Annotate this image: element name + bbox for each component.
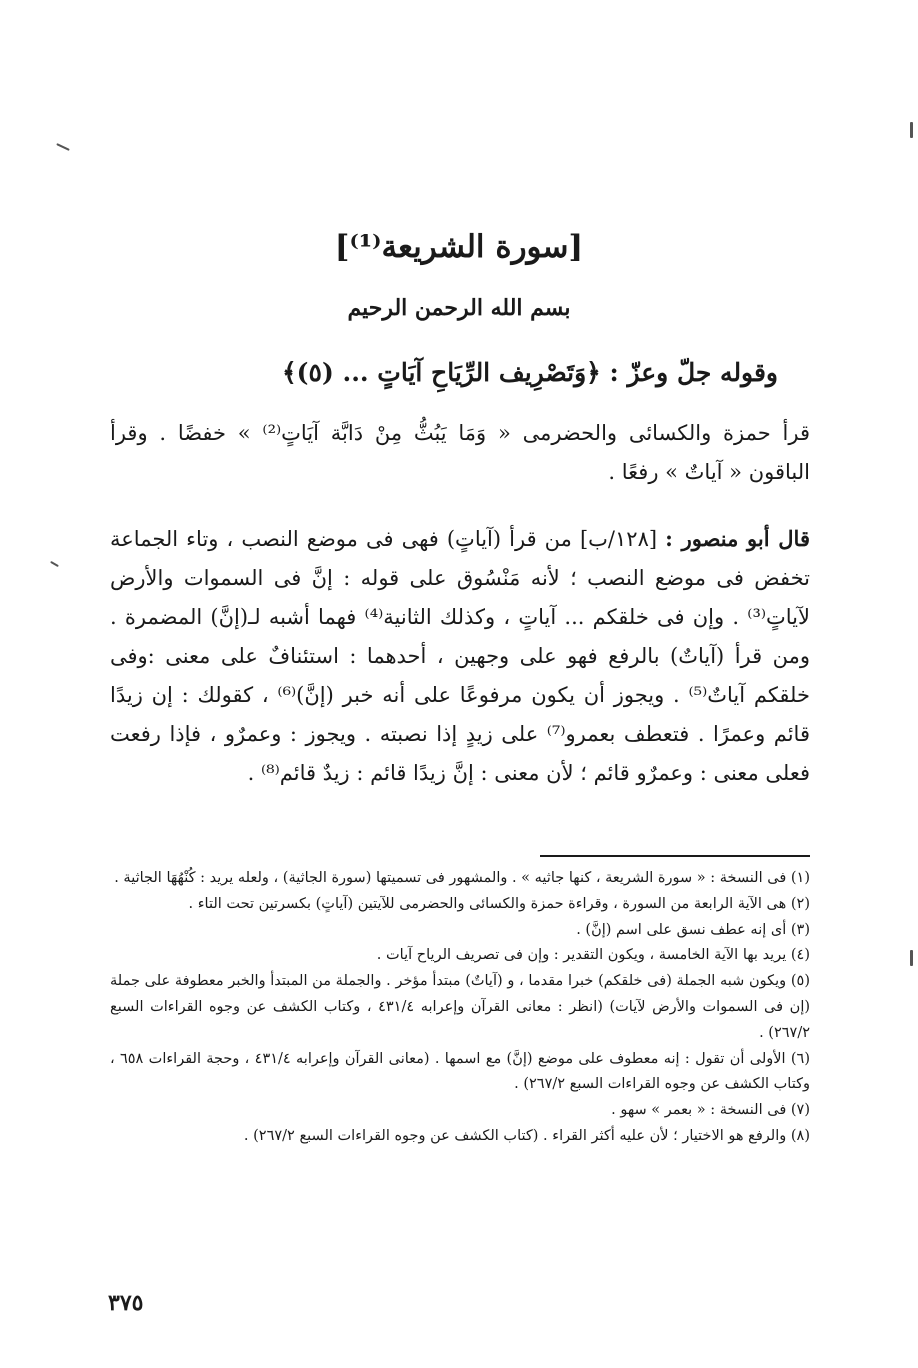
commentary-body: [١٢٨/ب] من قرأ (آياتٍ) فهى فى موضع النصب ، وتاء الجماعة تخفض فى موضع النصب ؛ لأنه مَنْسُوق على قوله : إنَّ فى السموات والأرض لآياتٍ⁽³⁾ . وإن فى خلقكم ... آياتٍ ، وكذلك الثانية⁽⁴⁾ فهما أشبه لـ(إنَّ) المضمرة . ومن قرأ (آياتٌ) بالرفع فهو على وجهين ، أحدهما : استئنافٌ على معنى :وفى خلقكم آياتٌ⁽⁵⁾ . ويجوز أن يكون مرفوعًا على أنه خبر (إنَّ)⁽⁶⁾ ، كقولك : إن زيدًا قائم وعمرًا . فتعطف بعمرو⁽⁷⁾ على زيدٍ إذا نصبته . ويجوز : وعمرٌو ، فإذا رفعت فعلى معنى : وعمرٌو قائم ؛ لأن معنى : إنَّ زيدًا قائم : زيدٌ قائم⁽⁸⁾ . bbox=[110, 527, 811, 785]
footnote-1: (١) فى النسخة : « سورة الشريعة ، كنها جاثيه » . والمشهور فى تسميتها (سورة الجاثية) ، ولعله يريد : كُنْهُهَا الجاثية . bbox=[114, 870, 810, 886]
commentary-lead: قال أبو منصور : bbox=[665, 526, 810, 551]
footnote-5: (٥) ويكون شبه الجملة (فى خلقكم) خبرا مقدما ، و (آياتٌ) مبتدأ مؤخر . والجملة من المبتدأ والخبر معطوفة على جملة (إن فى السموات والأرض لآيات) (انظر : معانى القرآن وإعرابه ٤٣١/٤ ، وكتاب الكشف عن وجوه القراءات السبع ٢٦٧/٢) . bbox=[110, 973, 811, 1041]
footnotes bbox=[110, 866, 810, 1150]
verse-heading: وقوله جلّ وعزّ : ﴿وَتَصْرِيف الرِّيَاحِ آيَاتٍ ... (٥)﴾ bbox=[282, 358, 778, 387]
basmala: بسم الله الرحمن الرحيم bbox=[347, 295, 571, 321]
paragraph-commentary bbox=[110, 519, 810, 793]
footnote-2: (٢) هى الآية الرابعة من السورة ، وقراءة حمزة والكسائى والحضرمى للآيتين (آياتٍ) بكسرتين تحت التاء . bbox=[188, 895, 810, 912]
surah-title: [سورة الشريعة⁽¹⁾] bbox=[334, 229, 584, 265]
footnote-3: (٣) أى إنه عطف نسق على اسم (إنَّ) . bbox=[576, 921, 810, 938]
scan-speck bbox=[910, 950, 913, 966]
page-number: ٣٧٥ bbox=[108, 1290, 144, 1316]
footnote-divider bbox=[540, 855, 810, 857]
footnote-4: (٤) يريد بها الآية الخامسة ، ويكون التقدير : وإن فى تصريف الرياح آيات . bbox=[376, 947, 810, 964]
footnote-7: (٧) فى النسخة : « بعمر » سهو . bbox=[611, 1102, 810, 1119]
scan-speck bbox=[910, 122, 913, 138]
footnote-6: (٦) الأولى أن تقول : إنه معطوف على موضع (إنَّ) مع اسمها . (معانى القرآن وإعرابه ٤٣١/٤ ، وحجة القراءات ٦٥٨ ، وكتاب الكشف عن وجوه القراءات السبع ٢٦٧/٢) . bbox=[110, 1050, 810, 1093]
footnote-8: (٨) والرفع هو الاختيار ؛ لأن عليه أكثر القراء . (كتاب الكشف عن وجوه القراءات السبع ٢٦٧/٢) . bbox=[243, 1127, 810, 1144]
paragraph-readings: قرأ حمزة والكسائى والحضرمى « وَمَا يَبُثُّ مِنْ دَابَّة آيَاتٍ⁽²⁾ » خفضًا . وقرأ الباقون « آياتٌ » رفعًا . bbox=[110, 421, 810, 484]
scan-speck bbox=[56, 143, 70, 151]
scan-speck bbox=[50, 561, 59, 567]
